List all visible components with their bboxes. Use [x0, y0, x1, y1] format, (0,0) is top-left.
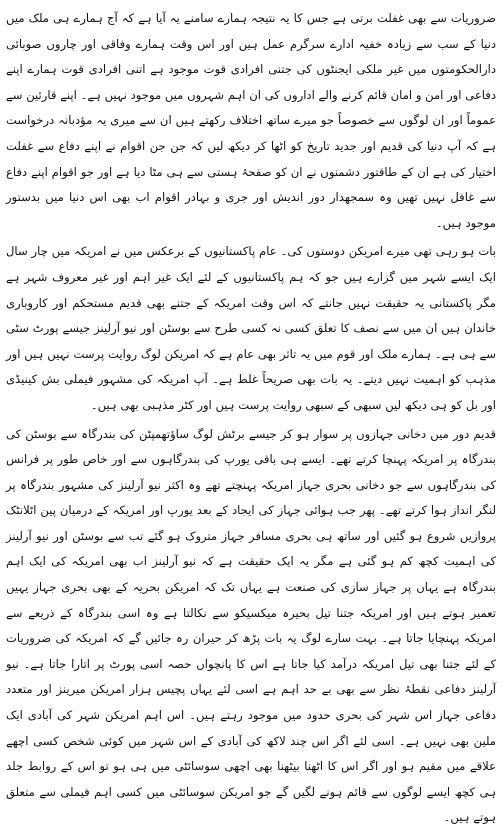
paragraph-defense-neglect: ضروریات سے بھی غفلت برتی ہے جس کا یہ نتیجہ ہمارے سامنے یہ آیا ہے کہ آج ہمارے ہی ملک میں دنیا کے سب سے زیادہ خفیہ ادارے سرگرم عمل ہیں اور اس وقت ہمارے وفاقی اور چاروں صوبائی دارالحکومتوں میں غیر ملکی ایجنٹوں کی جتنی افرادی قوت موجود ہے اتنی افرادی قوت ہمارے اپنے دفاعی اور امن و امان قائم کرنے والے اداروں کی ان اہم شہروں میں موجود نہیں ہے۔ اپنے قارئین سے عموماً اور ان لوگوں سے خصوصاً جو میرے ساتھ اختلاف رکھتے ہیں ان سے میری یہ مؤدبانہ درخواست ہے کہ آپ دنیا کی قدیم اور جدید تاریخ کو اٹھا کر دیکھ لیں کہ جن جن اقوام نے اپنے دفاع سے غفلت اختیار کی ہے ان کے طاقتور دشمنوں نے ان کو صفحۂ ہستی سے ہی مٹا دیا ہے اور جو اقوام اپنے دفاع سے غافل نہیں تھیں وہ سمجھدار دور اندیش اور جری و بہادر اقوام اب بھی اس دنیا میں بدستور موجود ہیں۔ [6, 6, 496, 236]
paragraph-port-cities: قدیم دور میں دخانی جہازوں پر سوار ہو کر جیسے برٹش لوگ ساؤتھمپٹن کی بندرگاہ سے بوسٹن کی بندرگاہ پر امریکہ پہنچا کرتے تھے۔ ایسے ہی باقی یورپ کی بندرگاہوں سے اور خاص طور پر فرانس کی بندرگاہوں سے جو دخانی بحری جہاز امریکہ پہنچتے تھے وہ اکثر نیو آرلینز کی مشہور بندرگاہ پر لنگر انداز ہوا کرتے تھے۔ پھر جب ہوائی جہاز کی ایجاد کے بعد یورپ اور امریکہ کے درمیان پین اٹلانٹک پروازیں شروع ہو گئیں اور ساتھ ہی بحری مسافر جہاز متروک ہو گئے تب سے بوسٹن اور نیو آرلینز کی اہمیت کچھ کم ہو گئی ہے مگر یہ ایک حقیقت ہے کہ نیو آرلینز اب بھی امریکہ کی ایک اہم بندرگاہ ہے یہاں پر جہاز سازی کی صنعت ہے یہاں تک کہ امریکن بحریہ کے بھی بحری جہاز یہیں تعمیر ہوتے ہیں اور امریکہ جتنا تیل بحیرہ میکسیکو سے نکالتا ہے وہ اسی بندرگاہ کے ذریعے سے امریکہ پہنچایا جاتا ہے۔ بہت سارے لوگ یہ بات پڑھ کر حیران رہ جائیں گے کہ امریکہ کی ضروریات کے لئے جتنا بھی تیل امریکہ درآمد کیا جاتا ہے اس کا پانچواں حصہ اسی پورٹ پر اتارا جاتا ہے۔ نیو آرلینز دفاعی نقطۂ نظر سے بھی بے حد اہم ہے اسی لئے یہاں پچیس ہزار امریکن میرینز اور متعدد دفاعی جہاز اس شہر کی بحری حدود میں موجود رہتے ہیں۔ اس اہم امریکن شہر کی آبادی ایک ملین بھی نہیں ہے۔ اسی لئے اگر اس چند لاکھ کی آبادی کے اس شہر میں کوئی شخص کسی اچھے علاقے میں مقیم ہو اور اگر اس کا اٹھنا بیٹھنا بھی اچھی سوسائٹی میں ہی ہو تو اس کے روابط جلد ہی کچھ ایسے لوگوں سے قائم ہونے لگیں گے جو امریکن سوسائٹی میں کسی اہم فیملی سے متعلق ہوتے ہیں۔ [6, 422, 496, 831]
paragraph-american-friends: بات ہو رہی تھی میرے امریکن دوستوں کی۔ عام پاکستانیوں کے برعکس میں نے امریکہ میں چار سال ایک ایسے شہر میں گزارے ہیں جو کہ ہم پاکستانیوں کے لئے ایک غیر اہم اور غیر معروف شہر ہے مگر پاکستانی یہ حقیقت نہیں جانتے کہ اس وقت امریکہ کے جتنے بھی قدیم مستحکم اور کاروباری خاندان ہیں ان میں سے نصف کا تعلق کسی نہ کسی طرح سے بوسٹن اور نیو آرلینز جیسے پورٹ سٹی سے ہی ہے۔ ہمارے ملک اور قوم میں یہ تاثر بھی عام ہے کہ امریکن لوگ روایت پرست نہیں ہیں اور مذہب کو اہمیت نہیں دیتے۔ یہ بات بھی صریحاً غلط ہے۔ آپ امریکہ کی مشہور فیملی بش کینیڈی اور بل کو ہی دیکھ لیں سبھی کے سبھی روایت پرست ہیں اور کٹر مذہبی بھی ہیں۔ [6, 239, 496, 418]
